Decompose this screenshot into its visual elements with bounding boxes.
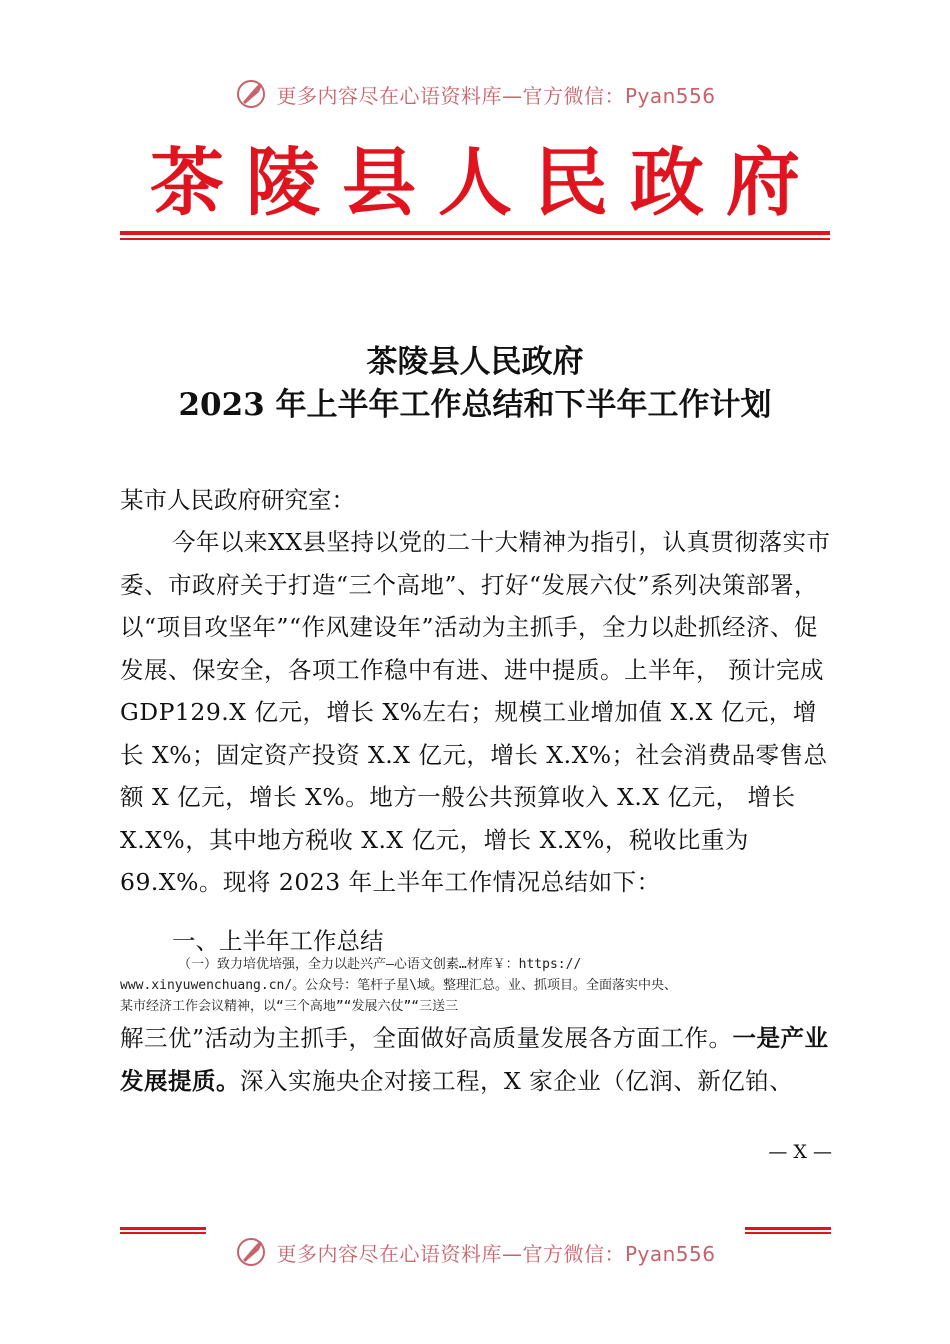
small-line-3: 某市经济工作会议精神，以“三个高地”“发展六仗”“三送三 bbox=[120, 999, 459, 1014]
fountain-pen-logo-icon bbox=[234, 1235, 268, 1269]
masthead-rule-thin bbox=[120, 238, 830, 240]
paragraph-intro: 今年以来XX县坚持以党的二十大精神为指引，认真贯彻落实市委、市政府关于打造“三个高地”、打好“发展六仗”系列决策部署，以“项目攻坚年”“作风建设年”活动为主抓手，全力以赴抓经济、促发展、保安全，各项工作稳中有进、进中提质。上半年， 预计完成 GDP129.X 亿元，增长 X%左右；规模工业增加值 X.X 亿元，增长 X%；固定资产投资 X.X 亿元，增长 X.X%；社会消费品零售总额 X 亿元，增长 X%。地方一般公共预算收入 X.X 亿元， 增长 X.X%，其中地方税收 X.X 亿元，增长 X.X%，税收比重为 69.X%。现将 2023 年上半年工作情况总结如下： bbox=[120, 528, 831, 896]
watermark-overlay-text bbox=[120, 954, 830, 1017]
page-number: — X — bbox=[768, 1141, 832, 1163]
fountain-pen-logo-icon bbox=[234, 77, 268, 111]
masthead-title: 茶陵县人民政府 bbox=[150, 140, 822, 226]
paragraph-industry-start: 解三优”活动为主抓手，全面做好高质量发展各方面工作。 bbox=[120, 1024, 733, 1052]
small-line-2: www.xinyuwenchuang.cn/。公众号：笔杆子星\域。整理汇总。业、抓项目。全面落实中央、 bbox=[120, 978, 678, 993]
watermark-bottom bbox=[0, 1232, 950, 1272]
watermark-text: 更多内容尽在心语资料库—官方微信：Pyan556 bbox=[276, 1241, 716, 1266]
small-line-1: （一）致力培优培强，全力以赴兴产—心语文创素…材库￥：https:// bbox=[178, 957, 582, 972]
document-title-line2: 2023 年上半年工作总结和下半年工作计划 bbox=[178, 387, 772, 423]
paragraph-industry bbox=[120, 1017, 840, 1102]
addressee: 某市人民政府研究室： bbox=[120, 486, 355, 514]
masthead-rule-thick bbox=[120, 231, 830, 235]
document-title-line1: 茶陵县人民政府 bbox=[366, 344, 584, 380]
watermark-text: 更多内容尽在心语资料库—官方微信：Pyan556 bbox=[276, 83, 716, 108]
watermark-top bbox=[0, 74, 950, 114]
paragraph-industry-bold-lead: 一是产业发展提质。 bbox=[120, 1024, 829, 1095]
footer-rule-left bbox=[120, 1227, 206, 1230]
section-heading: 一、上半年工作总结 bbox=[172, 927, 384, 955]
paragraph-industry-rest: 深入实施央企对接工程，X 家企业（亿润、新亿铂、 bbox=[240, 1066, 794, 1095]
footer-rule-right bbox=[745, 1227, 831, 1230]
